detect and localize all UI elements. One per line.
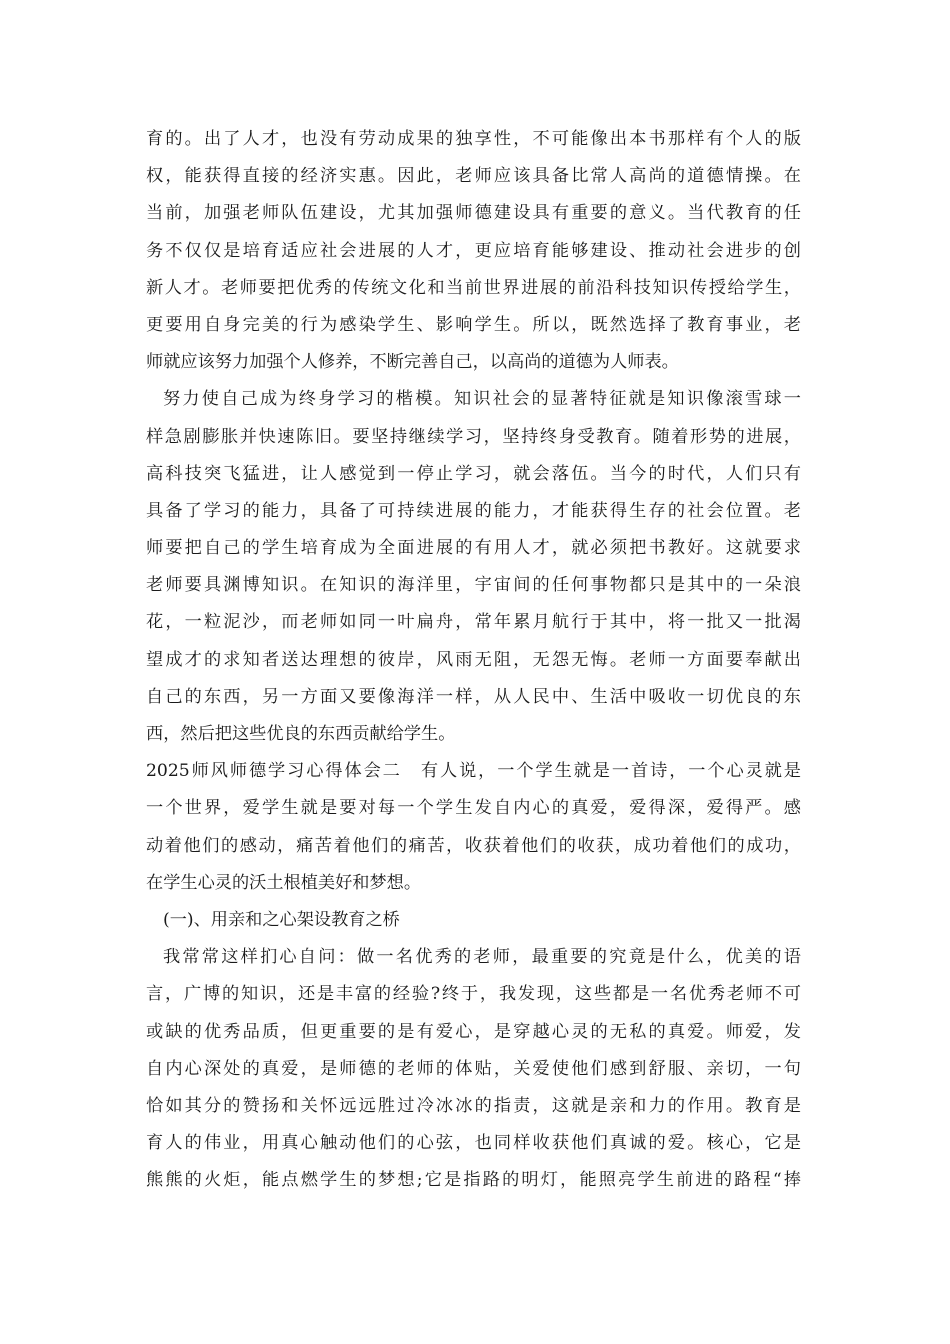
- text-line: 一个世界，爱学生就是要对每一个学生发自内心的真爱，爱得深，爱得严。感: [146, 798, 801, 819]
- text-line: 努力使自己成为终身学习的楷模。知识社会的显著特征就是知识像滚雪球一: [163, 389, 801, 410]
- text-line: 恰如其分的赞扬和关怀远远胜过冷冰冰的指责，这就是亲和力的作用。教育是: [146, 1095, 801, 1116]
- text-line: 具备了学习的能力，具备了可持续进展的能力，才能获得生存的社会位置。老: [146, 500, 801, 521]
- text-line: 在学生心灵的沃土根植美好和梦想。: [146, 872, 422, 893]
- text-line: 育人的伟业，用真心触动他们的心弦，也同样收获他们真诚的爱。核心，它是: [146, 1133, 801, 1154]
- text-line: 权，能获得直接的经济实惠。因此，老师应该具备比常人高尚的道德情操。在: [146, 166, 801, 187]
- document-body: [146, 121, 801, 1199]
- text-line: 更要用自身完美的行为感染学生、影响学生。所以，既然选择了教育事业，老: [146, 314, 801, 335]
- text-line: 望成才的求知者送达理想的彼岸，风雨无阻，无怨无悔。老师一方面要奉献出: [146, 649, 801, 670]
- text-line: 自己的东西，另一方面又要像海洋一样，从人民中、生活中吸收一切优良的东: [146, 686, 801, 707]
- text-line: 高科技突飞猛进，让人感觉到一停止学习，就会落伍。当今的时代，人们只有: [146, 463, 801, 484]
- text-line: 自内心深处的真爱，是师德的老师的体贴，关爱使他们感到舒服、亲切，一句: [146, 1058, 801, 1079]
- text-line: 言，广博的知识，还是丰富的经验?终于，我发现，这些都是一名优秀老师不可: [146, 984, 801, 1005]
- text-line: 师要把自己的学生培育成为全面进展的有用人才，就必须把书教好。这就要求: [146, 538, 801, 559]
- text-line: 我常常这样扪心自问：做一名优秀的老师，最重要的究竟是什么，优美的语: [163, 947, 801, 968]
- text-line: 育的。出了人才，也没有劳动成果的独享性，不可能像出本书那样有个人的版: [146, 129, 801, 149]
- text-line: 务不仅仅是培育适应社会进展的人才，更应培育能够建设、推动社会进步的创: [146, 240, 801, 261]
- text-line: 新人才。老师要把优秀的传统文化和当前世界进展的前沿科技知识传授给学生，: [146, 277, 801, 298]
- text-line: 西，然后把这些优良的东西贡献给学生。: [146, 724, 456, 744]
- text-line: 老师要具渊博知识。在知识的海洋里，宇宙间的任何事物都只是其中的一朵浪: [146, 575, 801, 596]
- text-line: 动着他们的感动，痛苦着他们的痛苦，收获着他们的收获，成功着他们的成功，: [146, 835, 801, 856]
- text-line: 样急剧膨胀并快速陈旧。要坚持继续学习，坚持终身受教育。随着形势的进展，: [146, 426, 801, 447]
- text-line: 熊熊的火炬，能点燃学生的梦想;它是指路的明灯，能照亮学生前进的路程“捧: [146, 1170, 801, 1191]
- text-line: 2025师风师德学习心得体会二 有人说，一个学生就是一首诗，一个心灵就是: [146, 761, 801, 782]
- text-line: 师就应该努力加强个人修养，不断完善自己，以高尚的道德为人师表。: [146, 352, 679, 373]
- text-line: 或缺的优秀品质，但更重要的是有爱心，是穿越心灵的无私的真爱。师爱，发: [146, 1021, 801, 1042]
- text-line: 花，一粒泥沙，而老师如同一叶扁舟，常年累月航行于其中，将一批又一批渴: [146, 612, 801, 633]
- text-line: 当前，加强老师队伍建设，尤其加强师德建设具有重要的意义。当代教育的任: [146, 203, 801, 224]
- text-line: (一)、用亲和之心架设教育之桥: [163, 909, 400, 930]
